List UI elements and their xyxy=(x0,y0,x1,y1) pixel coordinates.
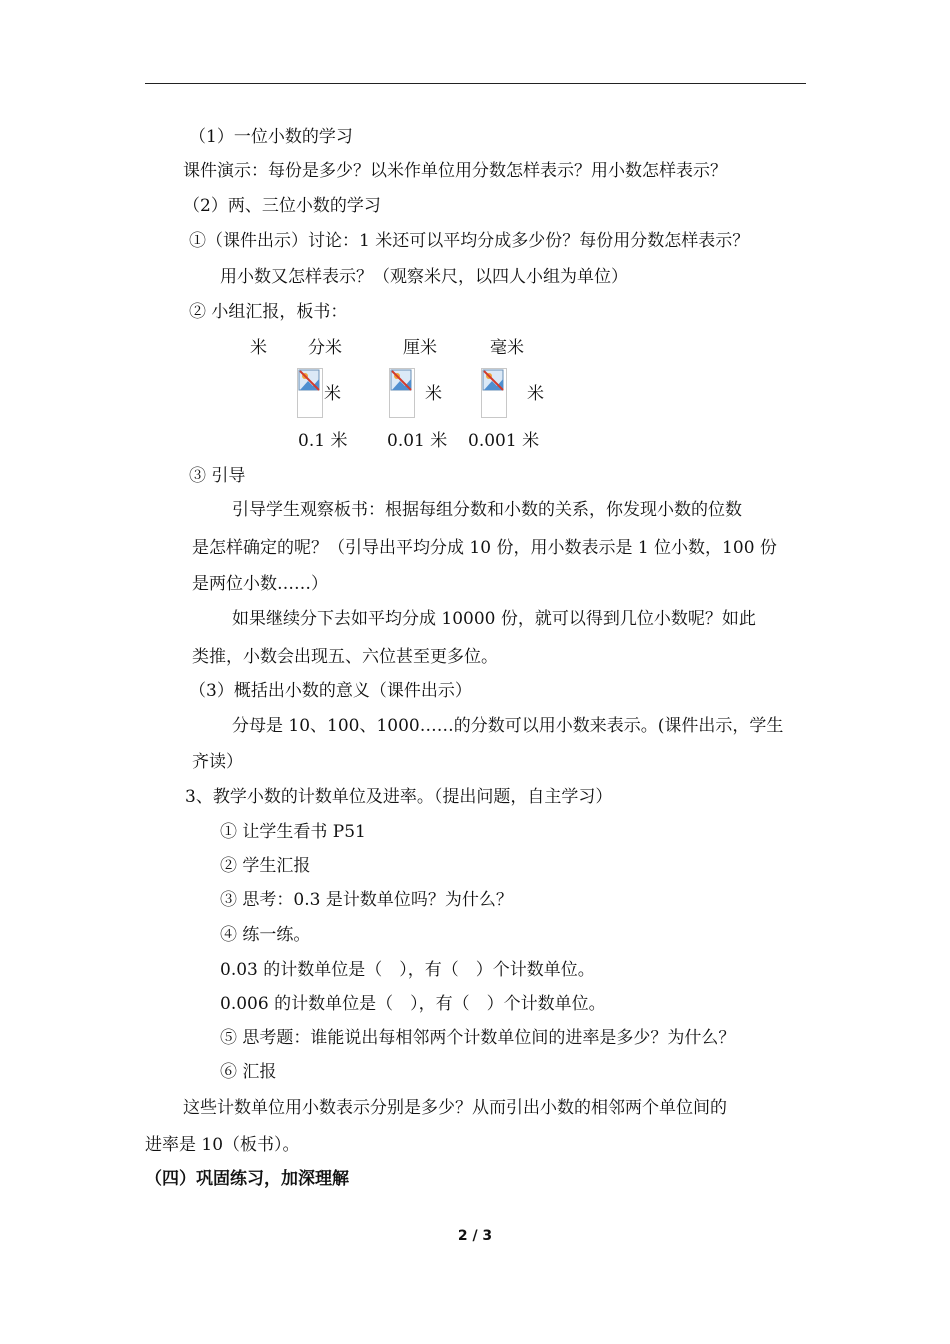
text-line: 课件演示：每份是多少？以米作单位用分数怎样表示？用小数怎样表示？ xyxy=(183,161,727,181)
text-line: ⑥ 汇报 xyxy=(220,1062,277,1082)
text-line: 0.03 的计数单位是（ ），有（ ）个计数单位。 xyxy=(220,960,595,980)
section-heading: （四）巩固练习，加深理解 xyxy=(145,1169,349,1189)
text-line: 分母是 10、100、1000……的分数可以用小数来表示。(课件出示，学生 xyxy=(232,716,784,736)
text-line: 是两位小数……） xyxy=(192,574,328,594)
text-line: ② 学生汇报 xyxy=(220,856,311,876)
text-line: ③ 引导 xyxy=(189,466,246,486)
board-header-cm: 厘米 xyxy=(403,338,437,358)
board-unit-1: 米 xyxy=(324,384,341,404)
text-line: 进率是 10（板书）。 xyxy=(145,1135,300,1155)
broken-image-icon xyxy=(297,368,323,418)
board-decimal-2: 0.01 米 xyxy=(387,431,448,451)
text-line: ① 让学生看书 P51 xyxy=(220,822,366,842)
text-line: 如果继续分下去如平均分成 10000 份，就可以得到几位小数呢？如此 xyxy=(232,609,756,629)
text-line: 是怎样确定的呢？（引导出平均分成 10 份，用小数表示是 1 位小数，100 份 xyxy=(192,538,777,558)
board-decimal-3: 0.001 米 xyxy=(468,431,540,451)
board-header-dm: 分米 xyxy=(308,338,342,358)
text-line: ③ 思考：0.3 是计数单位吗？为什么？ xyxy=(220,890,513,910)
board-header-m: 米 xyxy=(250,338,267,358)
board-unit-2: 米 xyxy=(425,384,442,404)
board-header-mm: 毫米 xyxy=(490,338,524,358)
text-line: 类推，小数会出现五、六位甚至更多位。 xyxy=(192,647,498,667)
text-line: 这些计数单位用小数表示分别是多少？从而引出小数的相邻两个单位间的 xyxy=(183,1098,727,1118)
text-line: 3、教学小数的计数单位及进率。（提出问题，自主学习） xyxy=(185,787,613,807)
text-line: 0.006 的计数单位是（ ），有（ ）个计数单位。 xyxy=(220,994,606,1014)
header-rule xyxy=(145,83,806,84)
text-line: （3）概括出小数的意义（课件出示） xyxy=(189,681,472,701)
page-number: 2 / 3 xyxy=(457,1228,493,1244)
text-line: ①（课件出示）讨论：1 米还可以平均分成多少份？每份用分数怎样表示？ xyxy=(189,231,750,251)
text-line: ② 小组汇报，板书： xyxy=(189,302,348,322)
broken-image-icon xyxy=(389,368,415,418)
text-line: （2）两、三位小数的学习 xyxy=(183,196,381,216)
text-line: 引导学生观察板书：根据每组分数和小数的关系，你发现小数的位数 xyxy=(232,500,742,520)
text-line: 用小数又怎样表示？（观察米尺，以四人小组为单位） xyxy=(220,267,628,287)
text-line: ⑤ 思考题：谁能说出每相邻两个计数单位间的进率是多少？为什么？ xyxy=(220,1028,736,1048)
board-unit-3: 米 xyxy=(527,384,544,404)
text-line: ④ 练一练。 xyxy=(220,925,311,945)
broken-image-icon xyxy=(481,368,507,418)
board-decimal-1: 0.1 米 xyxy=(298,431,348,451)
text-line: （1）一位小数的学习 xyxy=(189,127,353,147)
text-line: 齐读） xyxy=(192,752,243,772)
